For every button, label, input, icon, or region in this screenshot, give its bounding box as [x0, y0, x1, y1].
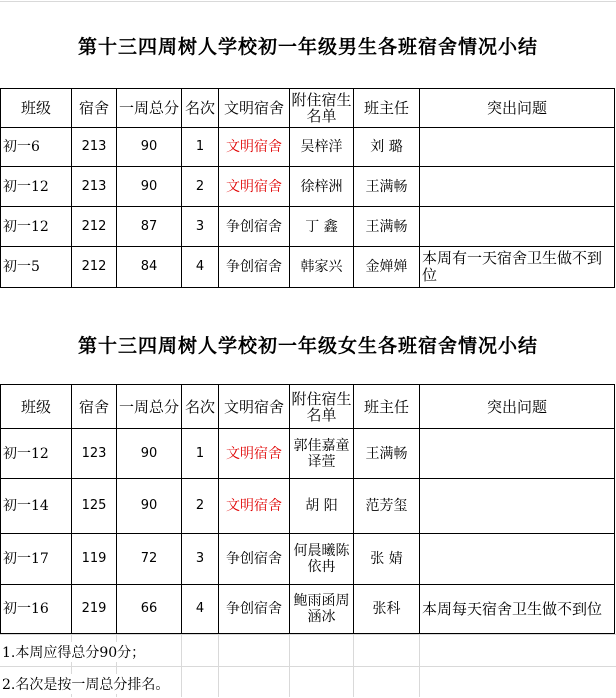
header-dorm: 宿舍 — [72, 89, 117, 128]
students-cell: 郭佳嘉童译萱 — [290, 429, 354, 479]
header-students: 附住宿生名单 — [290, 385, 354, 429]
civil-cell: 文明宿舍 — [219, 128, 290, 167]
boys-header-row — [1, 89, 615, 128]
table-row — [1, 429, 615, 479]
rank-cell: 3 — [182, 207, 219, 247]
header-rank: 名次 — [182, 89, 219, 128]
dorm-cell: 212 — [72, 207, 117, 247]
issue-cell — [420, 207, 615, 247]
header-dorm: 宿舍 — [72, 385, 117, 429]
girls-title: 第十三四周树人学校初一年级女生各班宿舍情况小结 — [77, 335, 538, 357]
dorm-cell: 123 — [72, 429, 117, 479]
header-students: 附住宿生名单 — [290, 89, 354, 128]
dorm-cell: 212 — [72, 247, 117, 288]
notes-area — [0, 634, 616, 698]
teacher-cell: 金婵婵 — [354, 247, 420, 288]
rank-cell: 1 — [182, 128, 219, 167]
dorm-cell: 219 — [72, 585, 117, 634]
civil-cell: 争创宿舍 — [219, 585, 290, 634]
table-row — [1, 167, 615, 207]
class-cell: 初一16 — [1, 585, 72, 634]
civil-cell: 文明宿舍 — [219, 429, 290, 479]
dorm-cell: 213 — [72, 128, 117, 167]
teacher-cell: 刘 璐 — [354, 128, 420, 167]
header-score: 一周总分 — [117, 385, 182, 429]
students-cell: 丁 鑫 — [290, 207, 354, 247]
teacher-cell: 王满畅 — [354, 207, 420, 247]
score-cell: 90 — [117, 429, 182, 479]
rank-cell: 1 — [182, 429, 219, 479]
teacher-cell: 王满畅 — [354, 167, 420, 207]
table-row — [1, 128, 615, 167]
issue-cell: 本周每天宿舍卫生做不到位 — [420, 585, 615, 634]
teacher-cell: 范芳玺 — [354, 479, 420, 534]
score-cell: 87 — [117, 207, 182, 247]
issue-cell — [420, 479, 615, 534]
score-cell: 72 — [117, 534, 182, 585]
header-score: 一周总分 — [117, 89, 182, 128]
header-class: 班级 — [1, 89, 72, 128]
dorm-cell: 213 — [72, 167, 117, 207]
issue-cell — [420, 534, 615, 585]
class-cell: 初一12 — [1, 207, 72, 247]
students-cell: 鲍雨函周涵冰 — [290, 585, 354, 634]
class-cell: 初一14 — [1, 479, 72, 534]
students-cell: 徐梓洲 — [290, 167, 354, 207]
dorm-cell: 125 — [72, 479, 117, 534]
sheet-gridline — [0, 1, 616, 2]
civil-cell: 争创宿舍 — [219, 534, 290, 585]
note-text: 2.名次是按一周总分排名。 — [2, 674, 173, 694]
class-cell: 初一12 — [1, 429, 72, 479]
students-cell: 胡 阳 — [290, 479, 354, 534]
table-row — [1, 479, 615, 534]
rank-cell: 2 — [182, 167, 219, 207]
score-cell: 90 — [117, 128, 182, 167]
students-cell: 吴梓洋 — [290, 128, 354, 167]
class-cell: 初一6 — [1, 128, 72, 167]
rank-cell: 3 — [182, 534, 219, 585]
rank-cell: 4 — [182, 585, 219, 634]
header-issue: 突出问题 — [420, 385, 615, 429]
note-row — [0, 634, 616, 666]
score-cell: 90 — [117, 167, 182, 207]
civil-cell: 文明宿舍 — [219, 479, 290, 534]
dorm-cell: 119 — [72, 534, 117, 585]
girls-table — [0, 384, 615, 634]
issue-cell: 本周有一天宿舍卫生做不到位 — [420, 247, 615, 288]
note-row — [0, 666, 616, 698]
header-civil: 文明宿舍 — [219, 89, 290, 128]
students-cell: 何晨曦陈依冉 — [290, 534, 354, 585]
teacher-cell: 王满畅 — [354, 429, 420, 479]
table-row — [1, 207, 615, 247]
score-cell: 66 — [117, 585, 182, 634]
boys-table — [0, 88, 615, 288]
header-teacher: 班主任 — [354, 385, 420, 429]
score-cell: 90 — [117, 479, 182, 534]
header-issue: 突出问题 — [420, 89, 615, 128]
header-teacher: 班主任 — [354, 89, 420, 128]
header-rank: 名次 — [182, 385, 219, 429]
rank-cell: 2 — [182, 479, 219, 534]
issue-cell — [420, 429, 615, 479]
civil-cell: 争创宿舍 — [219, 247, 290, 288]
civil-cell: 文明宿舍 — [219, 167, 290, 207]
score-cell: 84 — [117, 247, 182, 288]
rank-cell: 4 — [182, 247, 219, 288]
class-cell: 初一17 — [1, 534, 72, 585]
issue-cell — [420, 128, 615, 167]
table-row — [1, 247, 615, 288]
class-cell: 初一5 — [1, 247, 72, 288]
class-cell: 初一12 — [1, 167, 72, 207]
teacher-cell: 张科 — [354, 585, 420, 634]
issue-cell — [420, 167, 615, 207]
header-class: 班级 — [1, 385, 72, 429]
students-cell: 韩家兴 — [290, 247, 354, 288]
civil-cell: 争创宿舍 — [219, 207, 290, 247]
boys-title: 第十三四周树人学校初一年级男生各班宿舍情况小结 — [77, 36, 538, 58]
header-civil: 文明宿舍 — [219, 385, 290, 429]
girls-header-row — [1, 385, 615, 429]
table-row — [1, 534, 615, 585]
teacher-cell: 张 婧 — [354, 534, 420, 585]
table-row — [1, 585, 615, 634]
note-text: 1.本周应得总分90分； — [2, 642, 149, 662]
